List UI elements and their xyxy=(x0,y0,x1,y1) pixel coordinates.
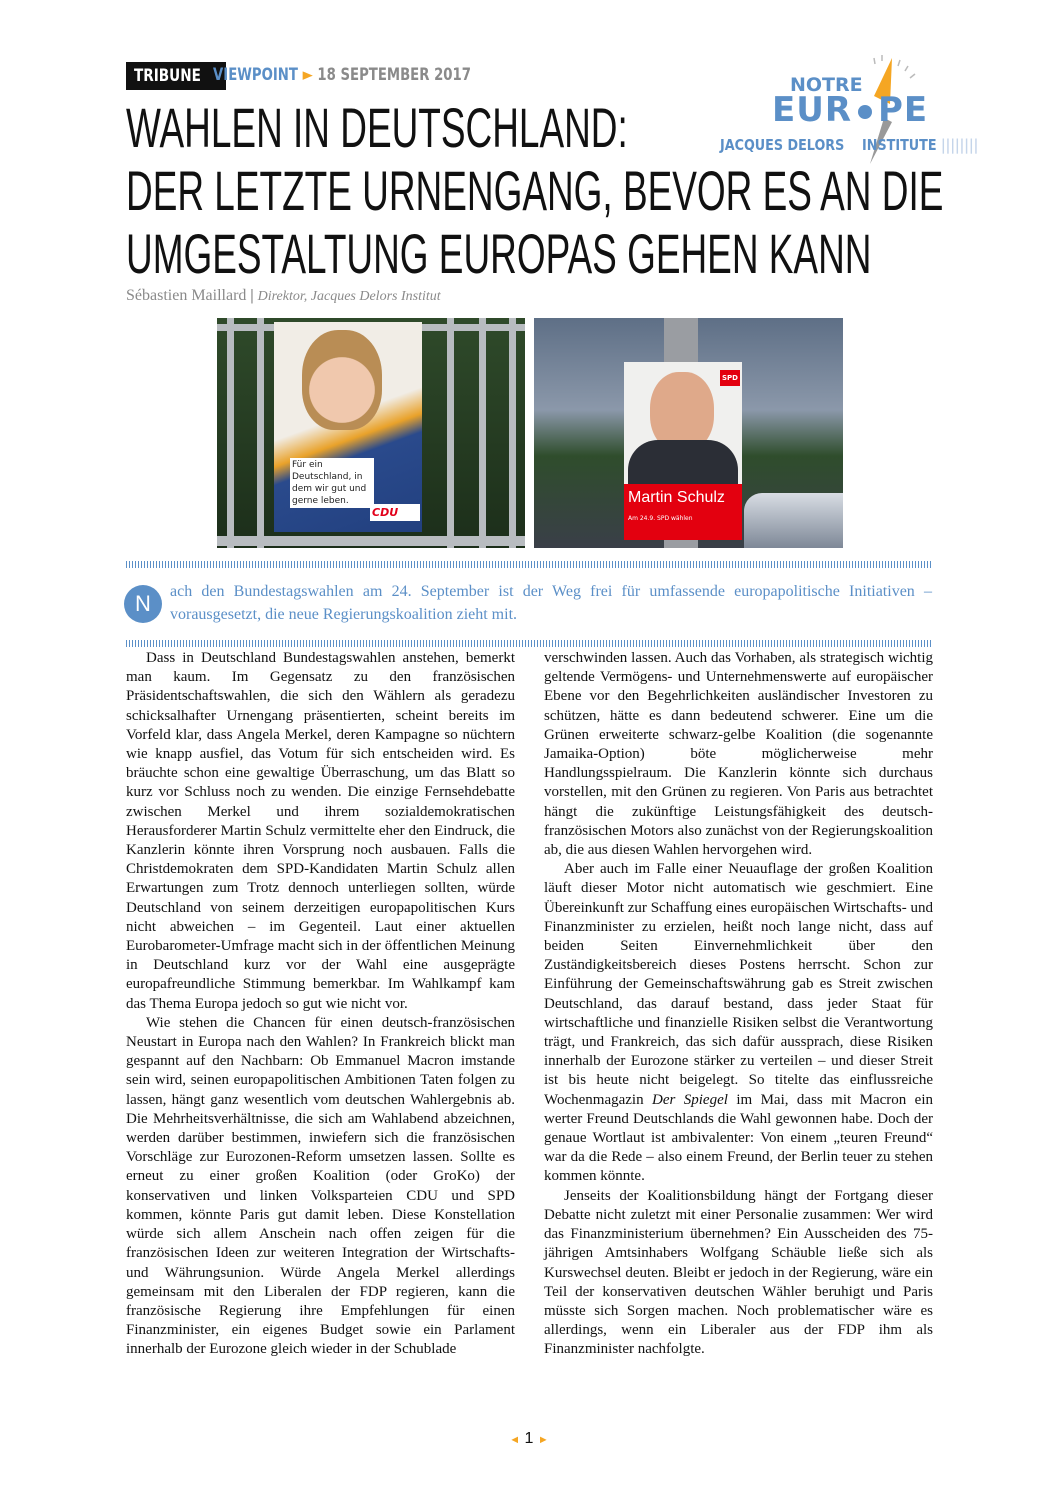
tribune-tag: TRIBUNE xyxy=(126,62,226,90)
poster-name: Martin Schulz xyxy=(628,489,725,506)
arrow-icon: ► xyxy=(302,65,313,85)
title-line: WAHLEN IN DEUTSCHLAND: xyxy=(126,96,628,159)
author-line: Sébastien Maillard | Direktor, Jacques Delors Institut xyxy=(126,287,441,304)
page-number: ◄ 1 ► xyxy=(509,1430,549,1447)
date: 18 SEPTEMBER 2017 xyxy=(317,65,471,85)
cdu-logo: CDU xyxy=(370,504,420,521)
category-date xyxy=(213,65,544,85)
body-column-left xyxy=(126,649,515,1360)
author-name: Sébastien Maillard xyxy=(126,287,247,304)
merkel-poster-photo xyxy=(217,318,525,548)
schulz-poster-photo xyxy=(534,318,843,548)
lead-paragraph: ach den Bundestagswahlen am 24. September ist der Weg frei für umfassende europapolitische Initiativen – vorausgesetzt, die neue Regierungskoalition zieht mit. xyxy=(170,583,932,623)
publication-name: Der Spiegel xyxy=(652,1091,728,1108)
paragraph: Aber auch im Falle einer Neuauflage der großen Koalition läuft dieser Motor nicht automatisch wie geschmiert. Eine Übereinkunft zur Schaffung eines europäischen Wirtschafts- und Finanzminister zu erzielen, heißt noch lange nicht, dass auf beiden Seiten Einvernehmlichkeit über den Zuständigkeitsbereich dieses Postens herrscht. Schon zur Einführung der Gemeinschaftswährung gab es Streit zwischen Deutschland, das darauf bestand, dass jeder Staat für wirtschaftliche und finanzielle Risiken selbst die Verantwortung trägt, und Frankreich, das sich dafür aussprach, diese Risiken innerhalb der Eurozone stärker zu verteilen – und dieser Streit ist bis heute nicht beigelegt. So titelte das einflussreiche Wochenmagazin Der Spiegel im Mai, dass mit Macron ein werter Freund Deutschlands die Wahl gewonnen habe. Doch der genaue Wortlaut ist ambivalenter: Von einem „teuren Freund“ war da die Rede – also einem Freund, der Berlin teuer zu stehen kommen könnte. xyxy=(544,861,933,1185)
logo-europe: EUR PE xyxy=(772,90,929,130)
title-line: DER LETZTE URNENGANG, BEVOR ES AN DIE xyxy=(126,159,944,222)
logo-notre: NOTRE xyxy=(790,74,863,96)
author-role: Direktor, Jacques Delors Institut xyxy=(257,289,441,304)
divider xyxy=(126,640,932,647)
divider xyxy=(126,561,932,568)
poster-slogan: Für ein Deutschland, in dem wir gut und gerne leben. xyxy=(290,458,374,508)
logo-institute: JACQUES DELORS INSTITUTE |||||||| xyxy=(720,136,979,154)
paragraph: verschwinden lassen. Auch das Vorhaben, als strategisch wichtig geltende Vermögens- und Unternehmenswerte auf europäischer Ebene vor den Begehrlichkeiten ausländischer Investoren zu schützen, hätte es dann bedeutend schwerer. Eine um die Grünen erweiterte schwarz-gelbe Koalition (die sogenannte Jamaika-Option) böte möglicherweise mehr Handlungsspielraum. Die Kanzlerin könnte sich durchaus vorstellen, mit den Grünen zu regieren. Von Paris aus betrachtet hängt die zukünftige Leistungsfähigkeit des deutsch-französischen Motors also zunächst von der Regierungskoalition ab, die aus diesen Wahlen hervorgehen wird. xyxy=(544,650,933,859)
notre-europe-logo xyxy=(720,52,1000,167)
paragraph: Jenseits der Koalitionsbildung hängt der Fortgang dieser Debatte nicht zuletzt mit einer Personalie zusammen: Wer wird das Finanzministerium übernehmen? Ein Ausscheiden des 75-jährigen Amtsinhabers Wolfgang Schäuble ließe sich als Kurswechsel deuten. Bleibt er jedoch in der Regierung, wäre ein Teil der konservativen deutschen Wähler beruhigt und Paris müsste sich Sorgen machen. Noch problematischer wäre es allerdings, wenn ein Liberaler aus der FDP ihm als Finanzminister nachfolgte. xyxy=(544,1187,933,1358)
paragraph: Wie stehen die Chancen für einen deutsch-französischen Neustart in Europa nach den Wahlen? In Frankreich blickt man gespannt auf den Nachbarn: Ob Emmanuel Macron imstande sein wird, seinen europapolitischen Ambitionen Taten folgen zu lassen, hängt ganz wesentlich vom deutschen Wahlergebnis ab. Die Mehrheitsverhältnisse, die sich am Wahlabend abzeichnen, werden darüber bestimmen, inwiefern sich die französischen Vorschläge zur Eurozonen-Reform umsetzen lassen. Sollte es erneut zu einer großen Koalition (oder GroKo) der konservativen und linken Volksparteien CDU und SPD kommen, könnte Paris gut damit leben. Diese Konstellation würde sich allem Anschein nach offen zeigen für die französischen Ideen zur weiteren Integration der Wirtschafts- und Währungsunion. Würde Angela Merkel allerdings gemeinsam mit den Liberalen der FDP regieren, kann die französische Regierung ihre Empfehlungen für einen Finanzminister, ein eigenes Budget sowie ein Parlament innerhalb der Eurozone gleich wieder in der Schublade xyxy=(126,1014,515,1358)
paragraph: Dass in Deutschland Bundestagswahlen anstehen, bemerkt man kaum. Im Gegensatz zu den französischen Präsidentschaftswahlen, die sich den Wählern als geradezu schicksalhafter Urnengang präsentierten, scheint bereits im Vorfeld klar, dass Angela Merkel, deren Kampagne so nüchtern wie knapp ausfiel, das Votum für sich entscheiden wird. Es bräuchte schon eine gewaltige Überraschung, um das Blatt so kurz vor Schluss noch zu wenden. Die einzige Fernsehdebatte zwischen Merkel und ihrem sozialdemokratischen Herausforderer Martin Schulz vermittelte eher den Eindruck, die Kanzlerin könnte ihren Vorsprung noch ausbauen. Falls die Christdemokraten dem SPD-Kandidaten Martin Schulz allen Erwartungen zum Trotz dennoch unterliegen sollten, würde Deutschland von seinem derzeitigen europapolitischen Kurs nicht abweichen – im Gegenteil. Laut einer aktuellen Eurobarometer-Umfrage macht sich in der öffentlichen Meinung in Deutschland kurz vor der Wahl eine ausgeprägte europafreundliche Stimmung bemerkbar. Im Wahlkampf kam das Thema Europa jedoch so gut wie nicht vor. xyxy=(126,650,515,1012)
drop-cap: N xyxy=(124,585,162,623)
spd-logo: SPD xyxy=(720,370,740,386)
title-line: UMGESTALTUNG EUROPAS GEHEN KANN xyxy=(126,222,872,285)
category: VIEWPOINT xyxy=(213,65,298,85)
poster-slogan: Am 24.9. SPD wählen xyxy=(628,515,693,522)
body-column-right xyxy=(544,649,933,1360)
